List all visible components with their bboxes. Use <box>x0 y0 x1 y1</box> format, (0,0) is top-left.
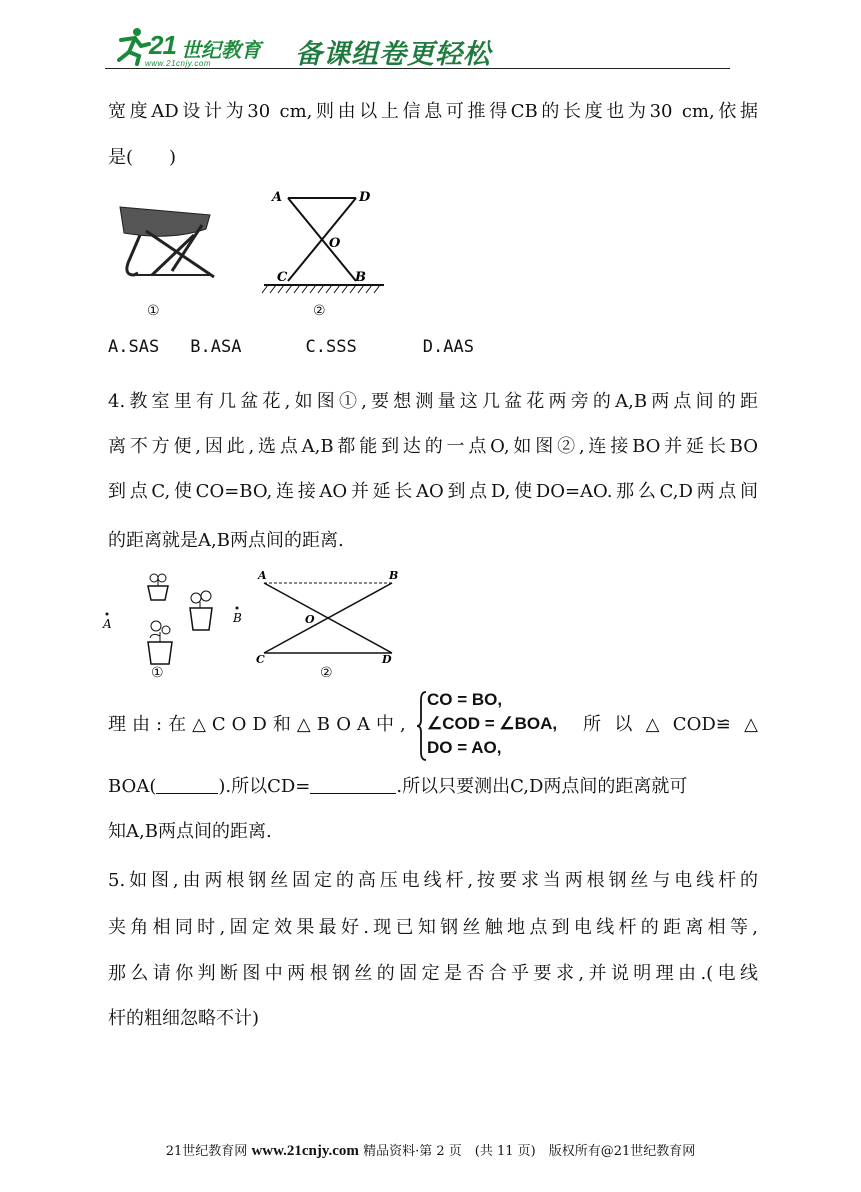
q4-fig1-point-a: A <box>103 617 112 631</box>
q3-fig1-label: ① <box>147 303 160 319</box>
q4-line-7: 知A,B两点间的距离. <box>108 821 272 842</box>
q3-line-2: 是( ) <box>108 147 177 168</box>
option-c: C.SSS <box>305 337 357 357</box>
q4-line-6 <box>108 765 758 809</box>
logo-text: 世纪教育 <box>181 38 261 62</box>
answer-blank-1[interactable] <box>156 775 218 794</box>
reason-suffix: 所以△COD≌△ <box>583 714 758 735</box>
q4-point-b: B <box>389 569 399 582</box>
option-d: D.AAS <box>422 337 474 357</box>
footer-site-url[interactable]: www.21cnjy.com <box>251 1143 359 1159</box>
q3-fig2-label: ② <box>313 303 326 319</box>
left-brace-icon <box>417 690 427 762</box>
q3-options <box>108 337 474 357</box>
q3-point-o: O <box>329 236 341 251</box>
q3-point-d: D <box>359 190 371 205</box>
logo-number: 21 <box>149 30 176 60</box>
q3-line-1: 宽度AD设计为30 cm,则由以上信息可推得CB的长度也为30 cm,依据 <box>108 101 758 122</box>
header-rule <box>105 68 730 69</box>
q5-line-2: 夹角相同时,固定效果最好.现已知钢丝触地点到电线杆的距离相等, <box>108 917 758 938</box>
flower-pot-icon <box>190 591 212 630</box>
option-a: A.SAS <box>108 337 160 357</box>
q3-x-diagram <box>262 185 387 295</box>
q4-point-a: A <box>258 569 267 582</box>
flower-pot-icon <box>148 574 168 600</box>
q4-line-2: 离不方便,因此,选点A,B都能到达的一点O,如图②,连接BO并延长BO <box>108 436 758 457</box>
flower-pot-icon <box>148 621 172 664</box>
folding-stool-figure <box>110 195 220 295</box>
q5-line-4: 杆的粗细忽略不计) <box>108 1008 260 1029</box>
logo-url: www.21cnjy.com <box>145 59 211 68</box>
q4-point-d: D <box>382 653 392 666</box>
equation-1: CO = BO, <box>427 690 503 709</box>
q4-line-6-c: .所以只要测出C,D两点间的距离就可 <box>396 776 688 797</box>
q5-line-1: 5.如图,由两根钢丝固定的高压电线杆,按要求当两根钢丝与电线杆的 <box>108 870 758 891</box>
flower-pots-figure <box>100 570 240 680</box>
equation-2: ∠COD = ∠BOA, <box>427 714 558 733</box>
equation-3: DO = AO, <box>427 738 502 757</box>
equation-system <box>417 690 577 762</box>
page-header <box>105 24 730 72</box>
q4-fig1-point-b: B <box>233 611 242 625</box>
q4-line-1: 4.教室里有几盆花,如图①,要想测量这几盆花两旁的A,B两点间的距 <box>108 391 758 412</box>
q4-line-6-a: BOA( <box>108 776 157 797</box>
q4-cross-diagram <box>252 567 402 667</box>
answer-blank-2[interactable] <box>310 775 396 794</box>
footer-site-name: 21世纪教育网 <box>165 1144 248 1159</box>
option-b: B.ASA <box>190 337 242 357</box>
q4-point-o: O <box>305 613 315 626</box>
q5-line-3: 那么请你判断图中两根钢丝的固定是否合乎要求,并说明理由.(电线 <box>108 963 758 984</box>
q3-point-c: C <box>277 270 288 285</box>
reason-prefix: 理由:在△COD和△BOA中, <box>108 714 412 735</box>
q4-line-4: 的距离就是A,B两点间的距离. <box>108 530 344 551</box>
q3-point-a: A <box>272 190 283 205</box>
q4-fig2-label: ② <box>320 665 333 681</box>
q4-fig1-label: ① <box>151 665 164 681</box>
q4-point-c: C <box>256 653 265 666</box>
page-footer <box>0 1140 861 1160</box>
q3-point-b: B <box>355 270 366 285</box>
q4-line-6-b: ).所以CD= <box>218 776 311 797</box>
footer-page-info: 精品资料·第 2 页 (共 11 页) 版权所有@21世纪教育网 <box>363 1144 696 1159</box>
q4-line-3: 到点C,使CO=BO,连接AO并延长AO到点D,使DO=AO.那么C,D两点间 <box>108 481 758 502</box>
header-slogan: 备课组卷更轻松 <box>295 39 491 70</box>
